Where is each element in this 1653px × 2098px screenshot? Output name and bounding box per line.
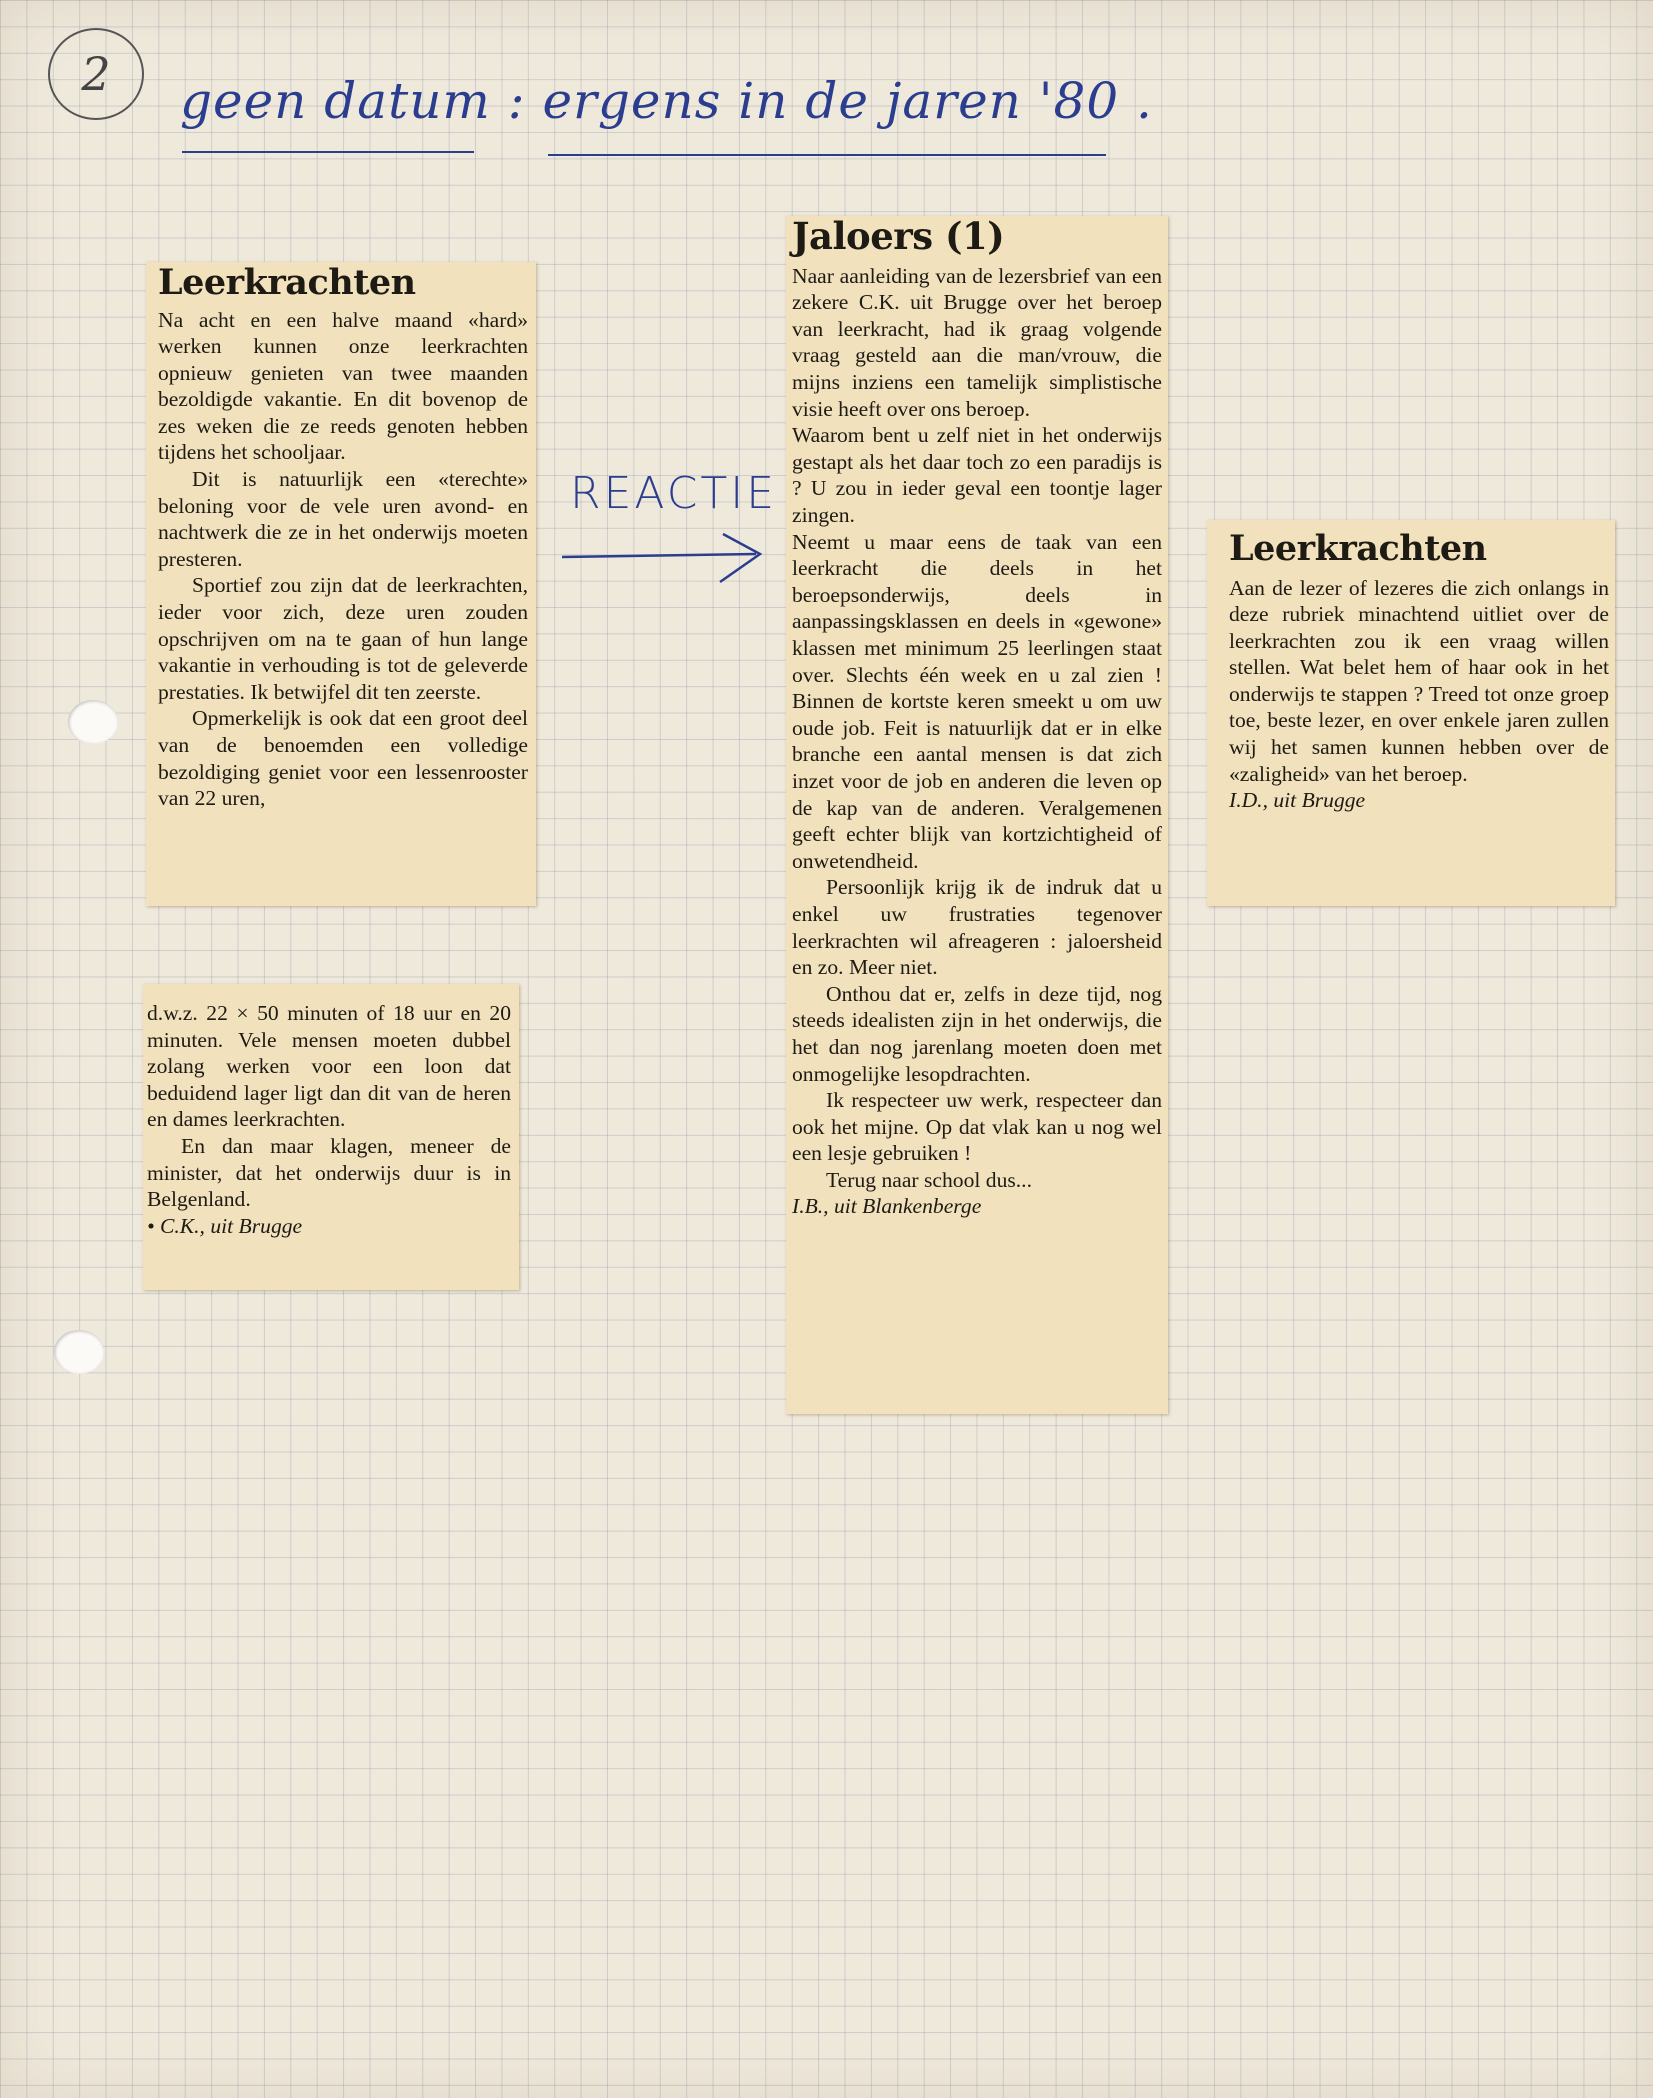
paragraph: Neemt u maar eens de taak van een leerkracht die deels in het beroepsonderwijs, deels in aanpassingsklassen en deels in «gewone» klassen met minimum 25 leerlingen staat over. Slechts één week en u zal zien ! Binnen de kortste keren smeekt u om uw oude job. Feit is natuurlijk dat er in elke branche een aantal mensen is dat zich inzet voor de job en anderen die leven op de kap van de anderen. Veralgemenen geeft echter blijk van kortzichtigheid of onwetendheid. [792, 529, 1162, 873]
paragraph: Aan de lezer of lezeres die zich onlangs in deze rubriek minachtend uitliet over de leerkrachten zou ik een vraag willen stellen. Wat belet hem of haar ook in het onderwijs te stappen ? Treed tot onze groep toe, beste lezer, en over enkele jaren zullen wij het samen kunnen hebben over de «zaligheid» van het beroep. [1229, 575, 1609, 786]
signature: • C.K., uit Brugge [147, 1213, 303, 1238]
paragraph: Terug naar school dus... [826, 1167, 1032, 1192]
date-note: geen datum : ergens in de jaren '80 . [180, 72, 1153, 130]
paragraph: Waarom bent u zelf niet in het onderwijs gestapt als het daar toch zo een paradijs is ? U zou in ieder geval een toontje lager zingen. [792, 423, 1162, 528]
paragraph: Naar aanleiding van de lezersbrief van een zekere C.K. uit Brugge over het beroep van leerkracht, had ik graag volgende vraag gesteld aan die man/vrouw, die mijns inziens een tamelijk simplistische visie heeft over ons beroep. [792, 263, 1162, 421]
paragraph: En dan maar klagen, meneer de minister, dat het onderwijs duur is in Belgenland. [147, 1133, 511, 1212]
paragraph: Dit is natuurlijk een «terechte» beloning voor de vele uren avond- en nachtwerk die ze in het onderwijs moeten presteren. [158, 467, 528, 571]
clipping-title: Leerkrachten [1229, 528, 1487, 569]
punch-hole-upper [68, 700, 118, 744]
page-number: 2 [48, 28, 144, 120]
paragraph: Onthou dat er, zelfs in deze tijd, nog steeds idealisten zijn in het onderwijs, die het dan nog jarenlang moeten doen met onmogelijke lesopdrachten. [792, 981, 1162, 1086]
reaction-note: REACTIE [570, 468, 778, 519]
signature: I.D., uit Brugge [1229, 788, 1366, 813]
clipping-leerkrachten-1 [146, 262, 536, 906]
paragraph: Ik respecteer uw werk, respecteer dan ook het mijne. Op dat vlak kan u nog wel een lesje gebruiken ! [792, 1088, 1162, 1166]
paragraph: Persoonlijk krijg ik de indruk dat u enkel uw frustraties tegenover leerkrachten wil afreageren : jaloersheid en zo. Meer niet. [792, 875, 1162, 980]
clipping-title: Jaloers (1) [792, 214, 1005, 258]
reaction-arrow-icon [560, 530, 765, 590]
date-note-underline [182, 151, 474, 153]
paragraph: d.w.z. 22 × 50 minuten of 18 uur en 20 minuten. Vele mensen moeten dubbel zolang werken voor een loon dat beduidend lager ligt dan dit van de heren en dames leerkrachten. [147, 1001, 511, 1132]
clipping-title: Leerkrachten [158, 262, 416, 303]
clipping-leerkrachten-2 [1207, 520, 1615, 906]
signature: I.B., uit Blankenberge [792, 1194, 982, 1219]
paragraph: Opmerkelijk is ook dat een groot deel van de benoemden een volledige bezoldiging geniet voor een lessenrooster van 22 uren, [158, 706, 528, 811]
clipping-jaloers [786, 216, 1168, 1414]
clipping-leerkrachten-1-continued [143, 984, 519, 1290]
paragraph: Sportief zou zijn dat de leerkrachten, ieder voor zich, deze uren zouden opschrijven om na te gaan of hun lange vakantie in verhouding is tot de geleverde prestaties. Ik betwijfel dit ten zeerste. [158, 573, 528, 704]
date-note-underline [548, 154, 1106, 156]
paragraph: Na acht en een halve maand «hard» werken kunnen onze leerkrachten opnieuw genieten van twee maanden bezoldigde vakantie. En dit bovenop de zes weken die ze reeds genoten hebben tijdens het schooljaar. [158, 307, 528, 465]
punch-hole-lower [54, 1330, 104, 1374]
